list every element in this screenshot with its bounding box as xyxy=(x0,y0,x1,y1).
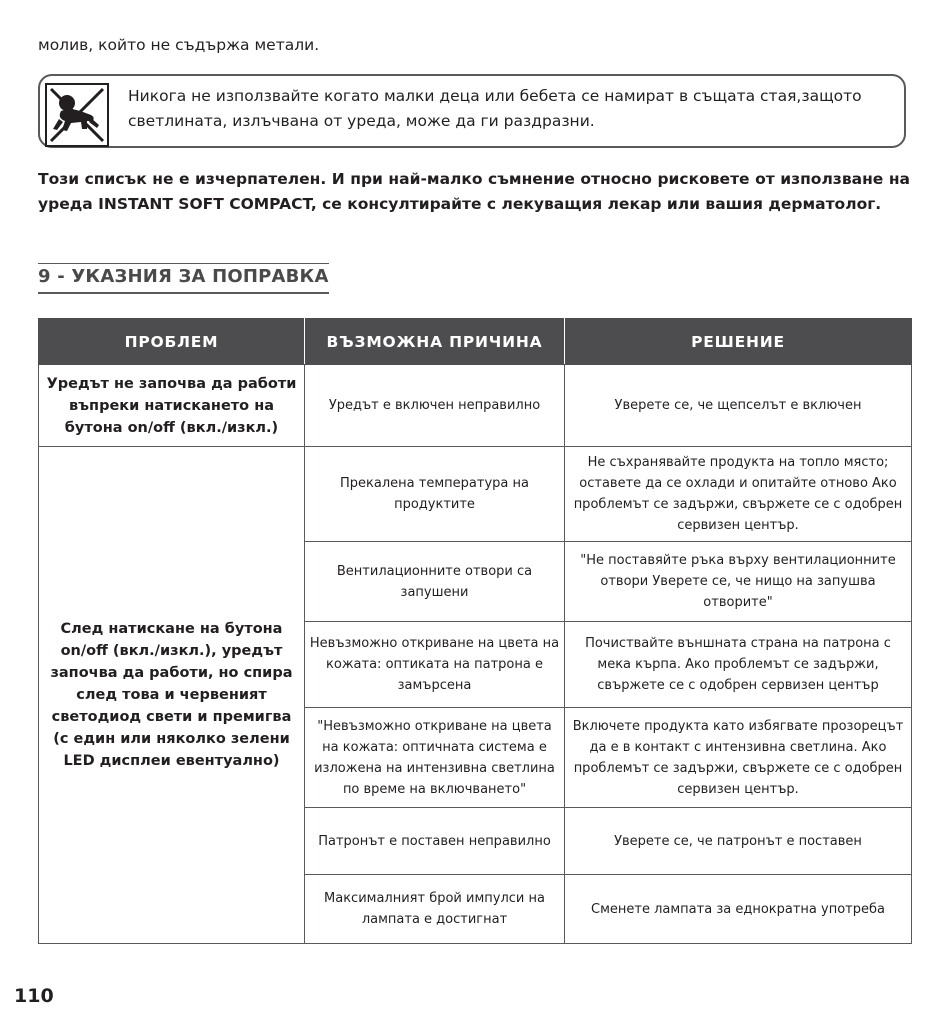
cause-cell: Максималният брой импулси на лампата е достигнат xyxy=(305,875,565,944)
troubleshooting-table xyxy=(38,318,912,944)
cause-cell: Прекалена температура на продуктите xyxy=(305,447,565,542)
table-header-row xyxy=(39,319,912,365)
crossed-out-baby-icon xyxy=(45,83,109,147)
warning-text xyxy=(128,84,898,134)
solution-cell: Не съхранявайте продукта на топло място; оставете да се охлади и опитайте отново Ако проблемът се задържи, свържете се с одобрен сервизен център. xyxy=(565,447,912,542)
problem-cell: След натискане на бутона on/off (вкл./изкл.), уредът започва да работи, но спира след това и червеният светодиод свети и премигва (с един или няколко зелени LED дисплеи евентуално) xyxy=(39,447,305,944)
solution-cell: Почиствайте външната страна на патрона с мека кърпа. Ако проблемът се задържи, свържете се с одобрен сервизен център xyxy=(565,622,912,708)
warning-box xyxy=(38,74,906,148)
solution-cell: Сменете лампата за еднократна употреба xyxy=(565,875,912,944)
warning-line-1: Никога не използвайте когато малки деца или бебета се намират в същата стая,защото xyxy=(128,87,862,105)
page-number: 110 xyxy=(14,985,54,1007)
solution-cell: "Не поставяйте ръка върху вентилационните отвори Уверете се, че нищо на запушва отворите" xyxy=(565,542,912,622)
header-problem: ПРОБЛЕМ xyxy=(39,319,305,365)
cause-cell: Уредът е включен неправилно xyxy=(305,365,565,447)
disclaimer-paragraph: Този списък не е изчерпателен. И при най-малко съмнение относно рисковете от използване на уреда INSTANT SOFT COMPACT, се консултирайте с лекуващия лекар или вашия дерматолог. xyxy=(38,170,910,213)
cause-cell: Вентилационните отвори са запушени xyxy=(305,542,565,622)
intro-text: молив, който не съдържа метали. xyxy=(38,36,320,54)
solution-cell: Включете продукта като избягвате прозорецът да е в контакт с интензивна светлина. Ако проблемът се задържи, свържете се с одобрен сервизен център. xyxy=(565,708,912,808)
header-cause: ВЪЗМОЖНА ПРИЧИНА xyxy=(305,319,565,365)
table-row xyxy=(39,365,912,447)
table-row xyxy=(39,447,912,542)
solution-cell: Уверете се, че патронът е поставен xyxy=(565,808,912,875)
problem-cell: Уредът не започва да работи въпреки натискането на бутона on/off (вкл./изкл.) xyxy=(39,365,305,447)
cause-cell: Патронът е поставен неправилно xyxy=(305,808,565,875)
section-title: 9 - УКАЗНИЯ ЗА ПОПРАВКА xyxy=(38,263,329,294)
solution-cell: Уверете се, че щепселът е включен xyxy=(565,365,912,447)
header-solution: РЕШЕНИЕ xyxy=(565,319,912,365)
warning-line-2: светлината, излъчвана от уреда, може да ги раздразни. xyxy=(128,112,595,130)
cause-cell: Невъзможно откриване на цвета на кожата: оптиката на патрона е замърсена xyxy=(305,622,565,708)
cause-cell: "Невъзможно откриване на цвета на кожата: оптичната система е изложена на интензивна светлина по време на включването" xyxy=(305,708,565,808)
